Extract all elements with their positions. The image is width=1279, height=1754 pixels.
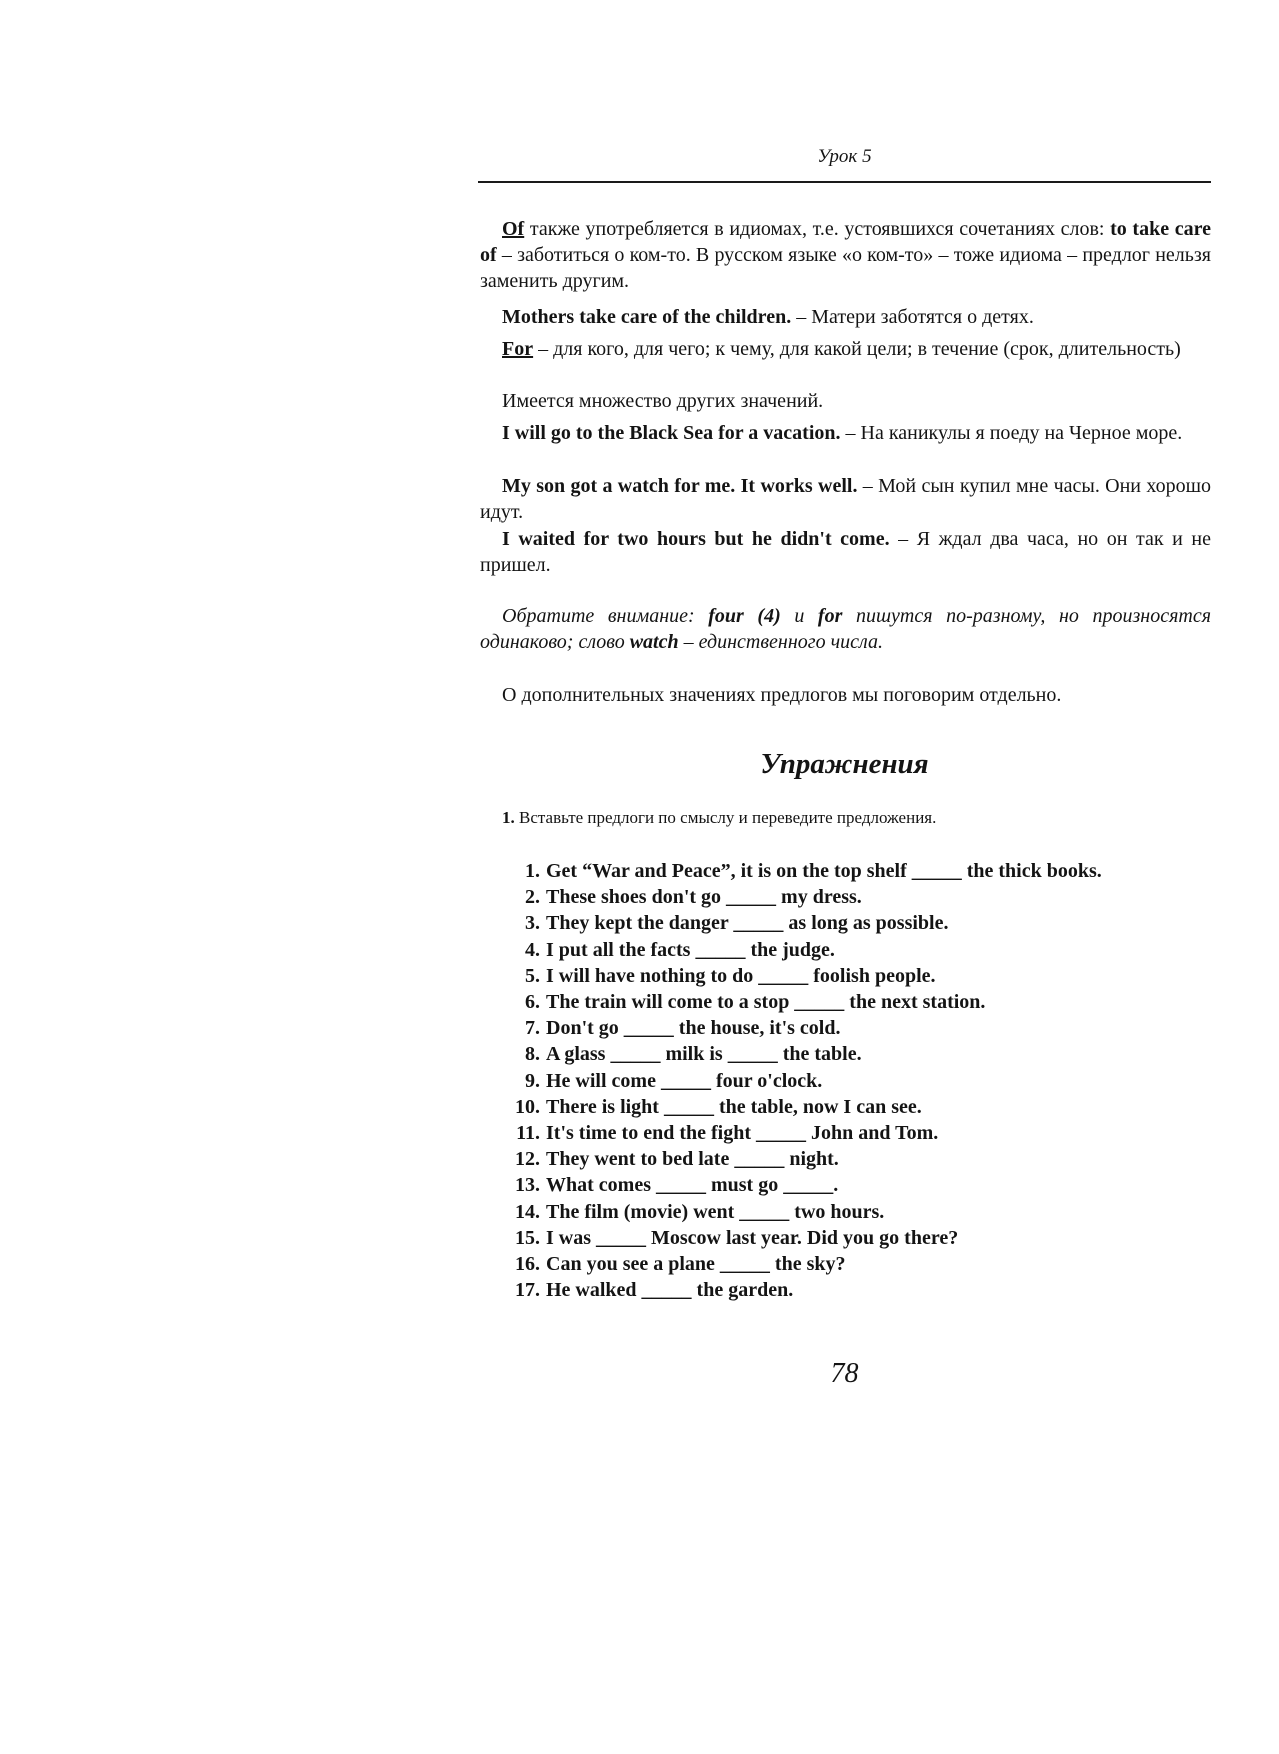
note-term: for <box>817 605 843 627</box>
exercise-sentence: These shoes don't go _____ my dress. <box>546 886 862 909</box>
exercise-sentence: Get “War and Peace”, it is on the top shelf _____ the thick books. <box>546 860 1102 882</box>
exercise-number: 10. <box>515 1095 540 1118</box>
exercise-sentence: They kept the danger _____ as long as possible. <box>546 912 949 935</box>
exercise-sentence: He will come _____ four o'clock. <box>546 1069 823 1092</box>
exercise-sentence: Can you see a plane _____ the sky? <box>546 1253 846 1276</box>
example-mothers <box>480 304 1211 330</box>
exercise-item <box>500 1225 1211 1251</box>
exercise-number: 4. <box>525 938 540 961</box>
exercise-number: 6. <box>525 991 540 1014</box>
paragraph-text: Имеется множество других значений. <box>502 390 824 412</box>
example-english: I waited for two hours but he didn't come. <box>502 528 890 550</box>
exercise-item <box>500 1041 1211 1067</box>
example-english: I will go to the Black Sea for a vacation. <box>502 422 841 444</box>
exercise-sentence: I will have nothing to do _____ foolish people. <box>546 964 936 987</box>
exercise-number: 7. <box>525 1017 540 1040</box>
exercise-sentence: They went to bed late _____ night. <box>546 1148 839 1171</box>
paragraph-text: также употребляется в идиомах, т.е. устоявшихся сочетаниях слов: <box>524 218 1111 240</box>
exercise-item <box>500 884 1211 910</box>
example-waited <box>480 526 1211 578</box>
exercise-sentence: The film (movie) went _____ two hours. <box>546 1200 885 1223</box>
exercise-number: 3. <box>525 912 540 935</box>
example-russian: – На каникулы я поеду на Черное море. <box>840 422 1183 444</box>
exercise-sentence: There is light _____ the table, now I can see. <box>546 1095 922 1118</box>
running-head: Урок 5 <box>817 146 872 167</box>
exercise-item <box>500 1068 1211 1094</box>
exercise-item <box>500 1094 1211 1120</box>
exercise-number: 15. <box>515 1226 540 1249</box>
exercise-item <box>500 1277 1211 1303</box>
exercise-number: 14. <box>515 1200 540 1223</box>
note-text: Обратите внимание: <box>502 605 709 627</box>
exercise-item <box>500 1172 1211 1198</box>
exercise-item <box>500 989 1211 1015</box>
exercise-sentence: The train will come to a stop _____ the next station. <box>546 991 986 1014</box>
exercise-number: 12. <box>515 1148 540 1171</box>
exercise-sentence: I was _____ Moscow last year. Did you go there? <box>546 1226 959 1249</box>
exercise-sentence: It's time to end the fight _____ John and Tom. <box>546 1122 939 1145</box>
note-term: four (4) <box>708 605 781 627</box>
note-term: watch <box>629 631 679 653</box>
note-text: и <box>780 605 818 627</box>
exercise-number: 13. <box>515 1174 540 1197</box>
exercise-sentence: A glass _____ milk is _____ the table. <box>546 1043 862 1066</box>
exercise-number: 1. <box>525 860 540 882</box>
example-english: Mothers take care of the children. <box>502 306 792 328</box>
exercise-number: 16. <box>515 1253 540 1276</box>
exercise-item <box>500 910 1211 936</box>
exercise-number: 17. <box>515 1279 540 1302</box>
header-rule <box>478 181 1211 183</box>
example-russian: – Я ждал два часа, но он так и не пришел. <box>480 528 1211 576</box>
exercise-item <box>500 858 1211 884</box>
exercise-item <box>500 1251 1211 1277</box>
example-english: My son got a watch for me. It works well. <box>502 475 858 497</box>
example-watch <box>480 473 1211 525</box>
keyword-of: Of <box>502 218 525 240</box>
exercise-number: 5. <box>525 964 540 987</box>
note-text: пишутся по-разному, но произносятся одинаково; слово <box>480 605 1212 653</box>
paragraph-additional <box>480 682 1211 708</box>
note-text: – единственного числа. <box>678 631 883 653</box>
exercise-item <box>500 1146 1211 1172</box>
task-text: Вставьте предлоги по смыслу и переведите предложения. <box>514 808 937 827</box>
exercise-sentence: What comes _____ must go _____. <box>546 1174 839 1197</box>
paragraph-other-meanings <box>480 388 1211 414</box>
exercise-item <box>500 937 1211 963</box>
idiom-term: to take care of <box>480 218 1211 266</box>
exercise-item <box>500 1015 1211 1041</box>
example-russian: – Матери заботятся о детях. <box>791 306 1034 328</box>
paragraph-text: – для кого, для чего; к чему, для какой цели; в течение (срок, длительность) <box>533 338 1181 360</box>
exercise-sentence: I put all the facts _____ the judge. <box>546 938 835 961</box>
section-title: Упражнения <box>760 748 929 780</box>
exercise-list <box>500 858 1211 1303</box>
exercise-number: 11. <box>516 1122 540 1145</box>
attention-note <box>480 603 1211 655</box>
exercise-item <box>500 1120 1211 1146</box>
exercise-sentence: He walked _____ the garden. <box>546 1279 794 1302</box>
paragraph-for <box>480 336 1211 362</box>
exercise-number: 9. <box>525 1069 540 1092</box>
exercise-item <box>500 963 1211 989</box>
exercise-item <box>500 1199 1211 1225</box>
example-black-sea <box>480 420 1211 446</box>
keyword-for: For <box>502 338 534 360</box>
task-number: 1. <box>502 808 515 827</box>
task-instruction <box>502 806 1211 830</box>
exercise-sentence: Don't go _____ the house, it's cold. <box>546 1017 841 1040</box>
exercise-number: 2. <box>525 886 540 909</box>
paragraph-text: – заботиться о ком-то. В русском языке «о ком-то» – тоже идиома – предлог нельзя заменить другим. <box>480 244 1211 292</box>
exercise-number: 8. <box>525 1043 540 1066</box>
paragraph-text: О дополнительных значениях предлогов мы поговорим отдельно. <box>502 684 1062 706</box>
example-russian: – Мой сын купил мне часы. Они хорошо идут. <box>480 475 1211 523</box>
page-number: 78 <box>830 1358 859 1389</box>
paragraph-of-idioms <box>480 216 1211 294</box>
